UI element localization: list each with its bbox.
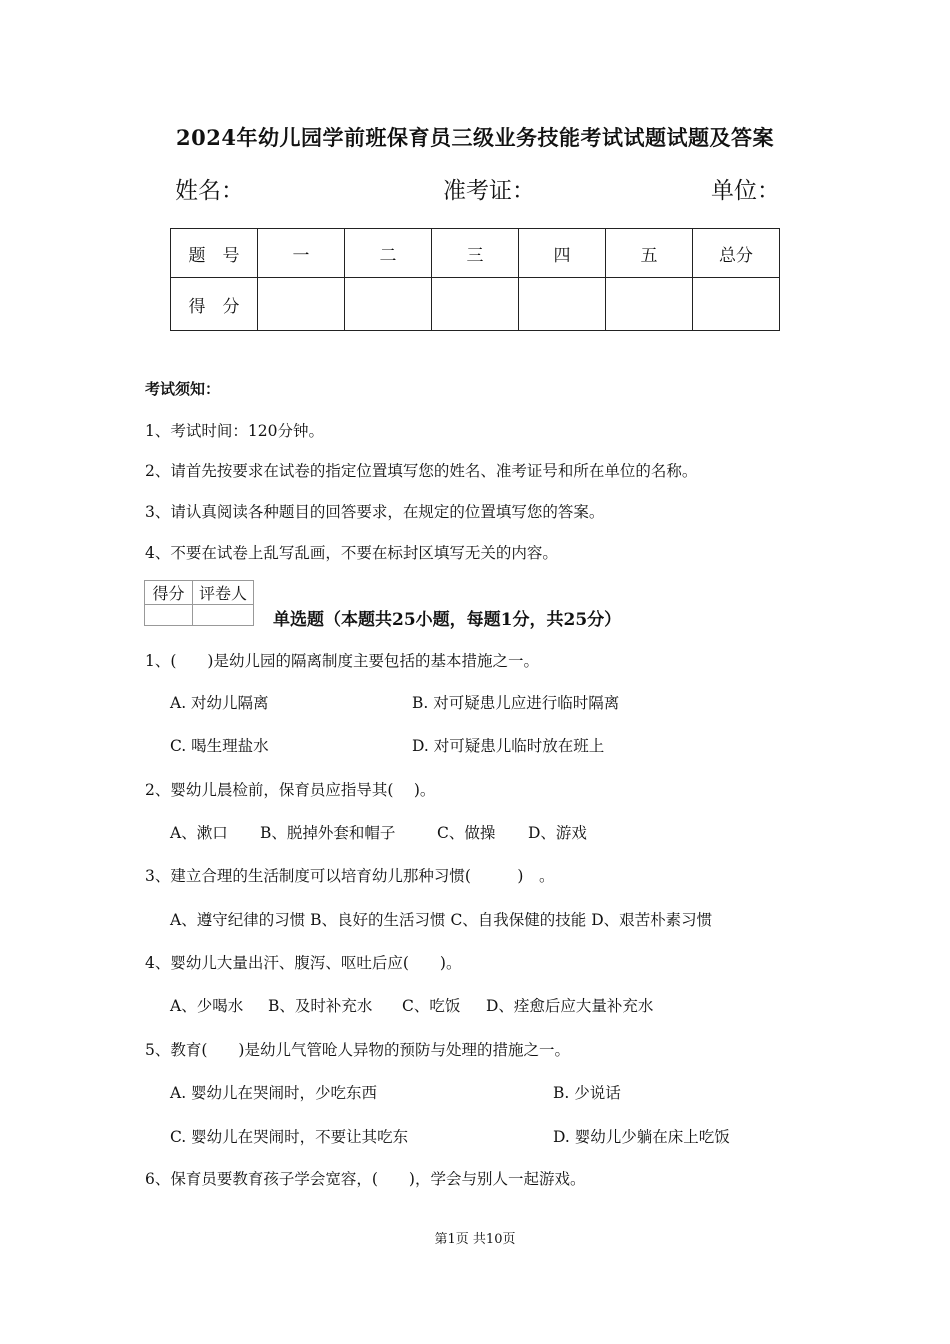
score-header-cell: 五 (606, 229, 693, 278)
question-option: A、漱口 (170, 824, 228, 842)
question-option: A、少喝水 (170, 997, 244, 1015)
exam-id-field-label: 准考证： (443, 178, 535, 204)
question-option: A. 婴幼儿在哭闹时，少吃东西 (170, 1084, 378, 1102)
score-header-cell: 四 (519, 229, 606, 278)
question-option: C. 喝生理盐水 (170, 737, 269, 755)
name-field-label: 姓名： (175, 178, 244, 204)
score-header-cell: 一 (258, 229, 345, 278)
question-option: D. 婴幼儿少躺在床上吃饭 (553, 1128, 730, 1146)
question-option: B、脱掉外套和帽子 (260, 824, 396, 842)
score-input-cell[interactable] (432, 278, 519, 331)
notice-item: 4、不要在试卷上乱写乱画，不要在标封区填写无关的内容。 (145, 544, 558, 562)
score-table (170, 228, 780, 331)
score-input-cell[interactable] (258, 278, 345, 331)
question-option: B. 少说话 (553, 1084, 621, 1102)
score-header-cell: 二 (345, 229, 432, 278)
notice-item: 2、请首先按要求在试卷的指定位置填写您的姓名、准考证号和所在单位的名称。 (145, 462, 698, 480)
notice-item: 3、请认真阅读各种题目的回答要求，在规定的位置填写您的答案。 (145, 503, 605, 521)
section-heading: 单选题（本题共25小题，每题1分，共25分） (273, 610, 622, 630)
grader-score-cell[interactable] (145, 605, 193, 626)
question-stem: 2、婴幼儿晨检前，保育员应指导其( )。 (145, 781, 436, 799)
question-option: C、做操 (437, 824, 496, 842)
question-stem: 6、保育员要教育孩子学会宽容，( )，学会与别人一起游戏。 (145, 1170, 586, 1188)
page-footer: 第1页 共10页 (434, 1232, 516, 1247)
score-header-cell: 题 号 (171, 229, 258, 278)
grader-score-label: 得分 (145, 581, 193, 605)
score-table-score-row (171, 278, 780, 331)
question-options-line: A、遵守纪律的习惯 B、良好的生活习惯 C、自我保健的技能 D、艰苦朴素习惯 (170, 911, 713, 929)
question-stem: 4、婴幼儿大量出汗、腹泻、呕吐后应( )。 (145, 954, 462, 972)
question-option: C. 婴幼儿在哭闹时，不要让其吃东 (170, 1128, 409, 1146)
question-option: A. 对幼儿隔离 (170, 694, 269, 712)
page-title: 2024年幼儿园学前班保育员三级业务技能考试试题试题及答案 (176, 125, 774, 150)
question-stem: 1、( )是幼儿园的隔离制度主要包括的基本措施之一。 (145, 652, 539, 670)
question-option: D、游戏 (528, 824, 587, 842)
score-header-cell: 总分 (693, 229, 780, 278)
notice-item: 1、考试时间：120分钟。 (145, 422, 324, 440)
notice-heading: 考试须知： (145, 380, 221, 398)
score-input-cell[interactable] (345, 278, 432, 331)
score-input-cell[interactable] (519, 278, 606, 331)
score-table-header-row (171, 229, 780, 278)
score-input-cell[interactable] (606, 278, 693, 331)
question-option: C、吃饭 (402, 997, 461, 1015)
question-option: B. 对可疑患儿应进行临时隔离 (412, 694, 620, 712)
grader-box (144, 580, 254, 626)
question-option: D. 对可疑患儿临时放在班上 (412, 737, 605, 755)
unit-field-label: 单位： (711, 178, 780, 204)
grader-name-label: 评卷人 (193, 581, 254, 605)
score-header-cell: 三 (432, 229, 519, 278)
grader-name-cell[interactable] (193, 605, 254, 626)
score-row-label: 得 分 (171, 278, 258, 331)
question-option: B、及时补充水 (268, 997, 373, 1015)
question-option: D、痊愈后应大量补充水 (486, 997, 654, 1015)
question-stem: 3、建立合理的生活制度可以培育幼儿那种习惯( ) 。 (145, 867, 555, 885)
score-input-cell[interactable] (693, 278, 780, 331)
question-stem: 5、教育( )是幼儿气管呛人异物的预防与处理的措施之一。 (145, 1041, 570, 1059)
